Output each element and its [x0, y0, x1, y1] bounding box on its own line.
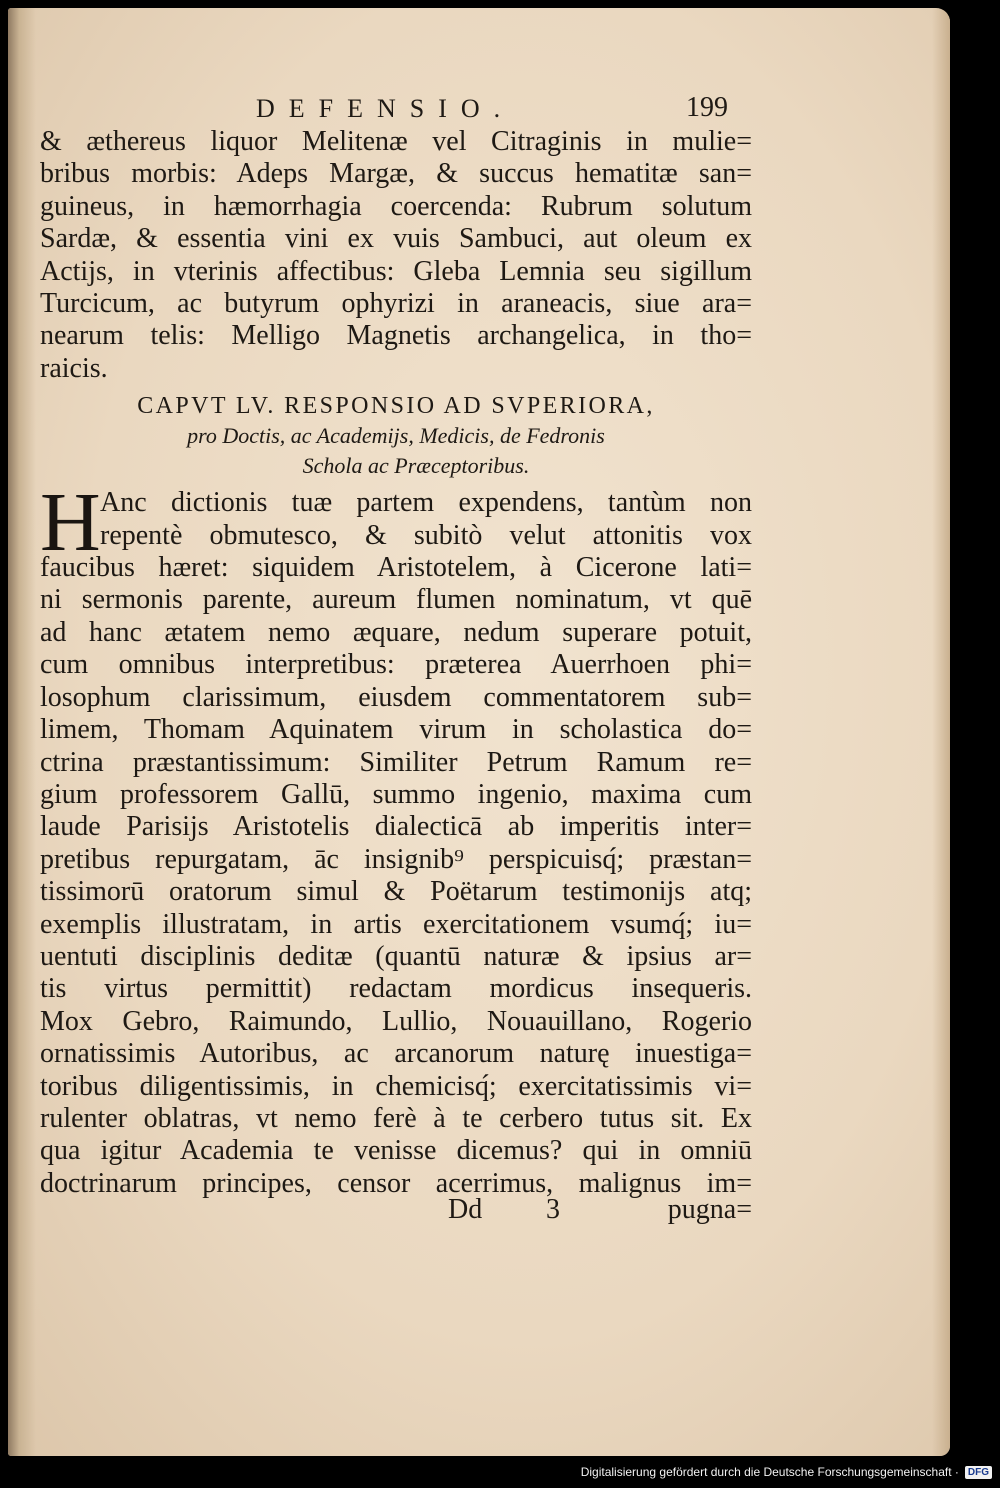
text-line: limem, Thomam Aquinatem virum in scholastica do= — [40, 714, 752, 746]
text-line: toribus diligentissimis, in chemicisq́; exercitatissimis vi= — [40, 1070, 752, 1102]
catchword: pugna= — [667, 1194, 752, 1225]
text-line: bribus morbis: Adeps Margæ, & succus hematitæ san= — [40, 158, 752, 190]
chapter-subheading-continued: Schola ac Præceptoribus. — [302, 453, 530, 479]
signature-number: 3 — [546, 1194, 560, 1225]
text-line: Sardæ, & essentia vini ex vuis Sambuci, aut oleum ex — [40, 223, 752, 255]
digitization-footer — [581, 1460, 992, 1484]
text-block — [40, 126, 752, 1200]
page-number: 199 — [686, 92, 728, 123]
text-line: faucibus hæret: siquidem Aristotelem, à Cicerone lati= — [40, 552, 752, 584]
text-line: laude Parisijs Aristotelis dialecticā ab imperitis inter= — [40, 811, 752, 843]
text-line: pretibus repurgatam, āc insignib⁹ perspicuisq́; præstan= — [40, 843, 752, 875]
signature-mark: Dd — [448, 1194, 483, 1225]
text-line: cum omnibus interpretibus: præterea Auerrhoen phi= — [40, 649, 752, 681]
chapter-body — [40, 476, 752, 1200]
text-line: tis virtus permittit) redactam mordicus insequeris. — [40, 973, 752, 1005]
text-line: uentuti disciplinis deditæ (quantū naturæ & ipsius ar= — [40, 940, 752, 972]
running-head: DEFENSIO. — [256, 94, 515, 123]
chapter-subheading: pro Doctis, ac Academijs, Medicis, de Fedronis — [187, 423, 605, 449]
text-line: losophum clarissimum, eiusdem commentatorem sub= — [40, 681, 752, 713]
text-line: ad hanc ætatem nemo æquare, nedum superare potuit, — [40, 616, 752, 648]
dfg-logo-icon: DFG — [965, 1466, 992, 1479]
drop-cap-initial: H — [40, 476, 101, 570]
chapter-heading: CAPVT LV. RESPONSIO AD SVPERIORA, — [137, 393, 655, 420]
text-line: qua igitur Academia te venisse dicemus? qui in omniū — [40, 1135, 752, 1167]
text-line: & æthereus liquor Melitenæ vel Citraginis in mulie= — [40, 126, 752, 157]
page-edge-shadow — [932, 8, 950, 1456]
opening-paragraph — [40, 126, 752, 385]
text-line: exemplis illustratam, in artis exercitationem vsumq́; iu= — [40, 908, 752, 940]
text-line: nearum telis: Melligo Magnetis archangelica, in tho= — [40, 320, 752, 352]
page-gutter-shadow — [8, 8, 36, 1456]
text-line: Mox Gebro, Raimundo, Lullio, Nouauillano, Rogerio — [40, 1005, 752, 1037]
text-line: rulenter oblatras, vt nemo ferè à te cerbero tutus sit. Ex — [40, 1102, 752, 1134]
book-page — [8, 8, 950, 1456]
text-line: raicis. — [40, 352, 108, 384]
text-line: guineus, in hæmorrhagia coercenda: Rubrum solutum — [40, 190, 752, 222]
text-line: Anc dictionis tuæ partem expendens, tantùm non — [100, 487, 752, 519]
footer-credit: Digitalisierung gefördert durch die Deutsche Forschungsgemeinschaft · — [580, 1465, 959, 1479]
text-line: ctrina præstantissimum: Similiter Petrum Ramum re= — [40, 746, 752, 778]
text-line: Actijs, in vterinis affectibus: Gleba Lemnia seu sigillum — [40, 255, 752, 287]
text-line: ni sermonis parente, aureum flumen nominatum, vt quē — [40, 584, 752, 616]
text-line: Turcicum, ac butyrum ophyrizi in araneacis, siue ara= — [40, 288, 752, 320]
text-line: doctrinarum principes, censor acerrimus, malignus im= — [40, 1167, 752, 1199]
text-line: tissimorū oratorum simul & Poëtarum testimonijs atq; — [40, 876, 752, 908]
text-line: gium professorem Gallū, summo ingenio, maxima cum — [40, 778, 752, 810]
text-line: ornatissimis Autoribus, ac arcanorum naturę inuestiga= — [40, 1038, 752, 1070]
text-line: repentè obmutesco, & subitò velut attonitis vox — [100, 519, 752, 551]
